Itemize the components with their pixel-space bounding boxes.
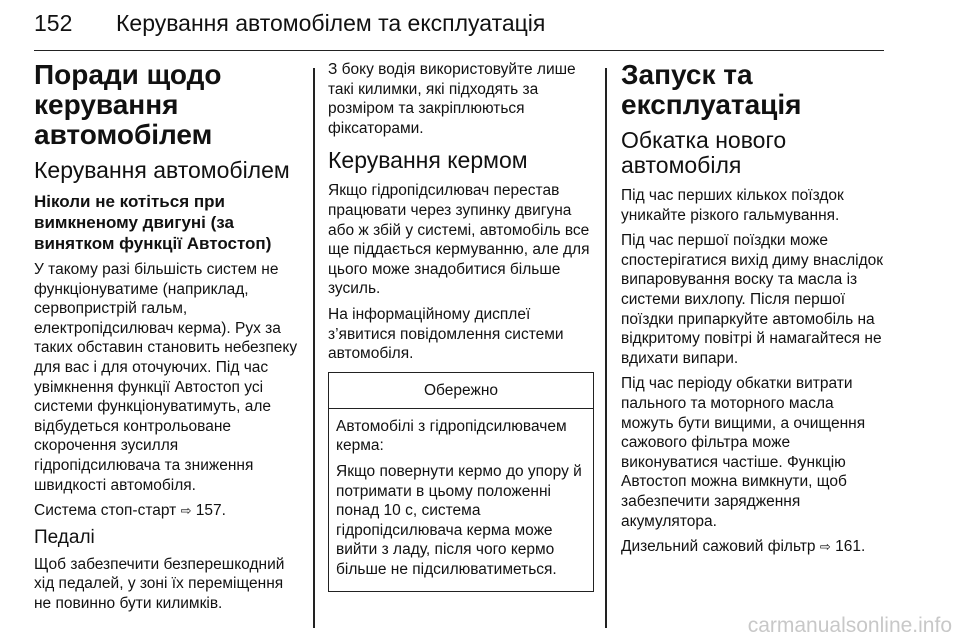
paragraph: З боку водія використовуйте лише такі килимки, які підходять за розміром та закріплюються фіксаторами. — [328, 61, 576, 137]
section-title: Запуск та експлуатація — [621, 59, 802, 120]
reference-page: 161. — [835, 538, 866, 556]
topic-heading: Педалі — [34, 526, 95, 548]
paragraph: Автомобілі з гідропідсилювачем керма: — [336, 417, 567, 455]
topic-heading: Ніколи не котіться при вимкненому двигуні (за винятком функції Автостоп) — [34, 192, 272, 253]
page-header — [34, 6, 884, 51]
paragraph: У такому разі більшість систем не функціонуватиме (наприклад, сервопристрій гальм, електропідсилювач керма). Рух за таких обставин становить небезпеку для вас і для оточуючих. Під час увімкнення функції Автостоп усі системи функціонуватимуть, але відбудеться контрольоване скорочення зусилля гідропідсилювача та зниження швидкості автомобіля. — [34, 261, 298, 494]
paragraph: На інформаційному дисплеї з’явитися повідомлення системи автомобіля. — [328, 305, 564, 363]
section-subtitle: Керування автомобілем — [34, 157, 290, 183]
reference-page: 157. — [195, 502, 226, 520]
paragraph: Якщо гідропідсилювач перестав працювати через зупинку двигуна або ж збій у системі, автомобіль все ще піддається кермуванню, але для цього може знадобитися більше зусиль. — [328, 182, 590, 298]
caution-box — [328, 372, 594, 593]
section-subtitle: Керування кермом — [328, 147, 528, 174]
section-title: Поради щодо керування автомобілем — [34, 59, 222, 150]
caution-body — [329, 409, 593, 592]
column-divider — [605, 68, 607, 628]
column-right — [621, 60, 889, 563]
page-ref-icon: ⇨ — [819, 539, 831, 555]
cross-reference[interactable] — [621, 537, 889, 557]
caution-title: Обережно — [329, 373, 593, 409]
running-title: Керування автомобілем та експлуатація — [116, 10, 546, 36]
column-divider — [313, 68, 315, 628]
section-subtitle: Обкатка нового автомобіля — [621, 127, 787, 178]
reference-text: Дизельний сажовий фільтр — [621, 538, 816, 556]
reference-text: Система стоп-старт — [34, 502, 177, 520]
paragraph: Під час перших кількох поїздок уникайте різкого гальмування. — [621, 187, 844, 224]
paragraph: Під час періоду обкатки витрати пального та моторного масла можуть бути вищими, а очищення сажового фільтра може виконуватися частіше. Функцію Автостоп можна вимкнути, щоб забезпечити зарядження акумулятора. — [621, 375, 866, 530]
column-left — [34, 60, 302, 620]
page-ref-icon: ⇨ — [180, 503, 192, 519]
column-middle — [328, 60, 596, 592]
paragraph: Щоб забезпечити безперешкодний хід педалей, у зоні їх переміщення не повинно бути килимків. — [34, 555, 285, 612]
paragraph: Якщо повернути кермо до упору й потримати в цьому положенні понад 10 с, система гідропідсилювача керма може вийти з ладу, після чого кермо більше не підсилюватиметься. — [336, 462, 582, 578]
watermark: carmanualsonline.info — [747, 614, 952, 637]
cross-reference[interactable] — [34, 501, 302, 521]
paragraph: Під час першої поїздки може спостерігатися вихід диму внаслідок випаровування воску та масла із системи вихлопу. Після першої поїздки припаркуйте автомобіль на відкритому повітрі й намагайтеся не вдихати випари. — [621, 232, 884, 367]
page-number: 152 — [34, 10, 73, 36]
